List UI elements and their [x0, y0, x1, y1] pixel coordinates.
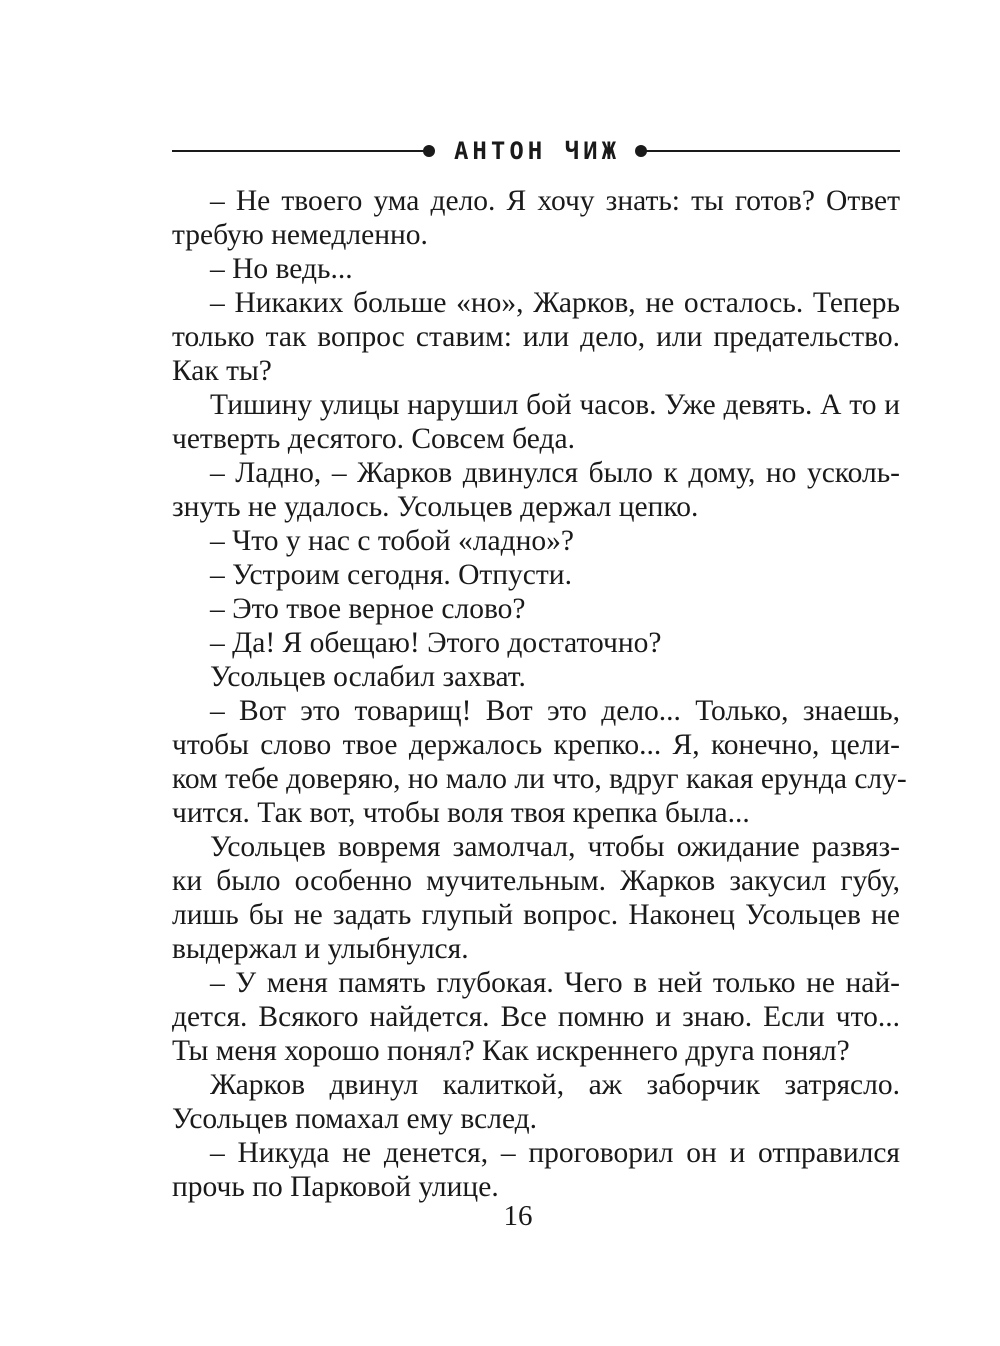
text-line: – Никуда не денется, – проговорил он и отправился: [210, 1137, 900, 1169]
text-line: – Не твоего ума дело. Я хочу знать: ты готов? Ответ: [210, 185, 900, 217]
text-line: Усольцев ослабил захват.: [210, 661, 526, 693]
text-line: Жарков двинул калиткой, аж заборчик затрясло.: [210, 1069, 900, 1101]
text-line: Ты меня хорошо понял? Как искреннего друга понял?: [172, 1035, 850, 1067]
text-line: ки было особенно мучительным. Жарков закусил губу,: [172, 865, 900, 897]
header-bullet-left-icon: [423, 145, 435, 157]
text-line: – Ладно, – Жарков двинулся было к дому, но усколь-: [210, 457, 900, 489]
text-line: Усольцев вовремя замолчал, чтобы ожидание развяз-: [210, 831, 900, 863]
text-line: выдержал и улыбнулся.: [172, 933, 469, 965]
text-line: – Это твое верное слово?: [210, 593, 526, 625]
text-line: четверть десятого. Совсем беда.: [172, 423, 575, 455]
text-line: – Устроим сегодня. Отпусти.: [210, 559, 572, 591]
text-line: чится. Так вот, чтобы воля твоя крепка была...: [172, 797, 750, 829]
text-line: только так вопрос ставим: или дело, или предательство.: [172, 321, 900, 353]
text-line: – Вот это товарищ! Вот это дело... Только, знаешь,: [210, 695, 900, 727]
header-rule-left: [172, 150, 427, 152]
text-line: Как ты?: [172, 355, 272, 387]
text-line: знуть не удалось. Усольцев держал цепко.: [172, 491, 699, 523]
body-text: [172, 184, 907, 1204]
text-line: ком тебе доверяю, но мало ли что, вдруг какая ерунда слу-: [172, 763, 907, 795]
text-line: лишь бы не задать глупый вопрос. Наконец Усольцев не: [172, 899, 900, 931]
page-number: 16: [503, 1200, 533, 1232]
running-header: [172, 136, 900, 166]
text-line: прочь по Парковой улице.: [172, 1171, 499, 1203]
text-line: – Но ведь...: [210, 253, 353, 285]
text-line: – Что у нас с тобой «ладно»?: [210, 525, 574, 557]
text-line: – Никаких больше «но», Жарков, не осталось. Теперь: [210, 287, 900, 319]
header-rule-right: [639, 150, 900, 152]
header-author: АНТОН ЧИЖ: [453, 137, 621, 165]
text-line: дется. Всякого найдется. Все помню и знаю. Если что...: [172, 1001, 900, 1033]
text-line: Усольцев помахал ему вслед.: [172, 1103, 538, 1135]
text-line: – Да! Я обещаю! Этого достаточно?: [210, 627, 662, 659]
text-line: требую немедленно.: [172, 219, 428, 251]
text-line: – У меня память глубокая. Чего в ней только не най-: [210, 967, 900, 999]
text-line: чтобы слово твое держалось крепко... Я, конечно, цели-: [172, 729, 900, 761]
text-line: Тишину улицы нарушил бой часов. Уже девять. А то и: [210, 389, 900, 421]
